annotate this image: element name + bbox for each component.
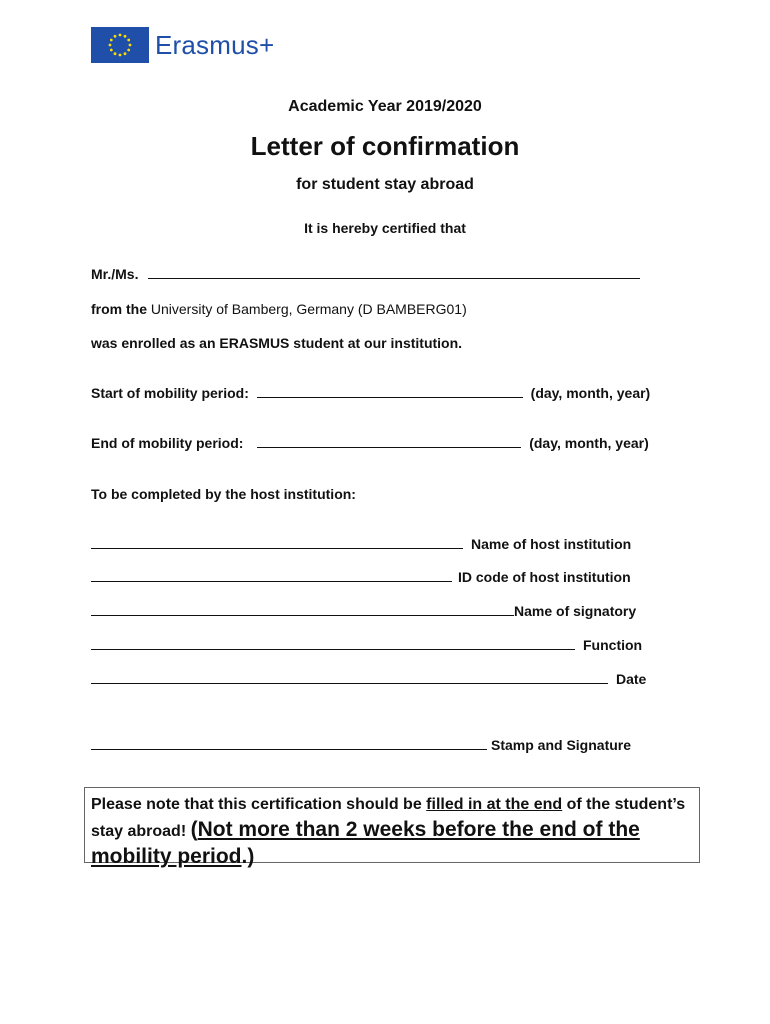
start-period-row xyxy=(91,385,650,401)
host-id-field[interactable] xyxy=(91,581,452,582)
note-text-2: of the student’s stay abroad! xyxy=(91,796,686,840)
date-row xyxy=(91,671,646,687)
end-period-label: End of mobility period: xyxy=(91,435,244,451)
start-date-hint: (day, month, year) xyxy=(530,385,651,401)
date-label: Date xyxy=(616,671,647,687)
end-period-field[interactable] xyxy=(257,435,521,448)
note-deadline: Not more than 2 weeks before the end of the mobility period xyxy=(91,818,640,868)
from-label: from the xyxy=(91,301,147,317)
stamp-row xyxy=(91,737,631,753)
signatory-row xyxy=(91,603,636,619)
stamp-label: Stamp and Signature xyxy=(491,737,632,753)
signatory-field[interactable] xyxy=(91,615,514,616)
note-text-1: Please note that this certification should be xyxy=(91,796,427,813)
enrolled-text: was enrolled as an ERASMUS student at our institution. xyxy=(91,335,463,351)
note-emphasis: filled in at the end xyxy=(426,796,563,813)
from-value: University of Bamberg, Germany (D BAMBERG01) xyxy=(150,301,467,317)
erasmus-wordmark: Erasmus+ xyxy=(155,29,275,60)
start-period-field[interactable] xyxy=(257,385,523,398)
student-name-row xyxy=(91,266,640,282)
start-period-label: Start of mobility period: xyxy=(91,385,249,401)
end-period-row xyxy=(91,435,649,451)
host-name-row xyxy=(91,536,631,552)
from-row xyxy=(91,301,467,317)
student-name-field[interactable] xyxy=(148,266,640,279)
host-name-label: Name of host institution xyxy=(471,536,632,552)
academic-year: Academic Year 2019/2020 xyxy=(288,98,482,115)
function-row xyxy=(91,637,642,653)
host-name-field[interactable] xyxy=(91,548,463,549)
host-id-row xyxy=(91,569,631,585)
function-field[interactable] xyxy=(91,649,575,650)
certify-text: It is hereby certified that xyxy=(304,220,466,236)
host-heading: To be completed by the host institution: xyxy=(91,486,356,502)
date-field[interactable] xyxy=(91,683,608,684)
function-label: Function xyxy=(583,637,643,653)
student-name-label: Mr./Ms. xyxy=(91,266,139,282)
host-id-label: ID code of host institution xyxy=(458,569,631,585)
eu-flag-icon xyxy=(91,27,149,63)
page-subtitle: for student stay abroad xyxy=(296,176,474,193)
stamp-field[interactable] xyxy=(91,749,487,750)
page-title: Letter of confirmation xyxy=(250,131,520,161)
note-paren-open: ( xyxy=(190,818,198,841)
note-paren-close: .) xyxy=(241,845,255,868)
erasmus-logo xyxy=(91,27,274,63)
end-date-hint: (day, month, year) xyxy=(529,435,649,451)
important-note xyxy=(84,787,700,868)
signatory-label: Name of signatory xyxy=(514,603,637,619)
